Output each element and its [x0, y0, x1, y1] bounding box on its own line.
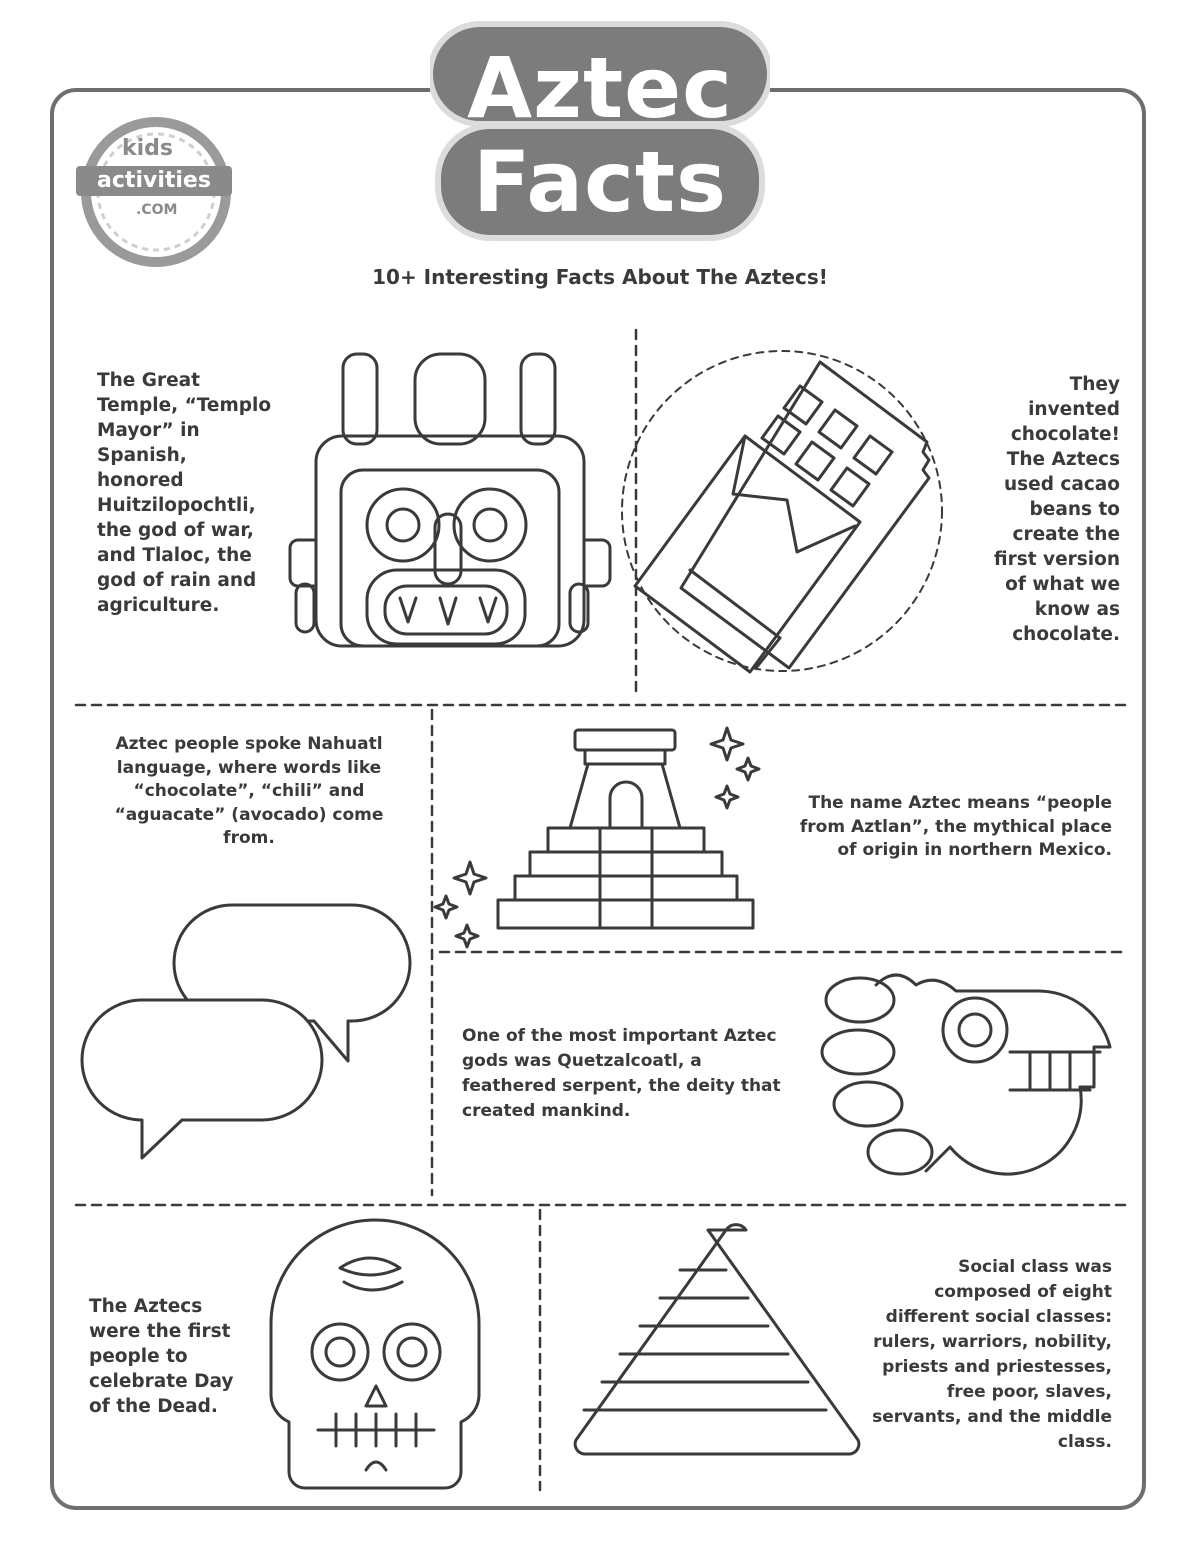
- fact-temple-text: The Great Temple, “Templo Mayor” in Spanish, honored Huitzilopochtli, the god of war, and Tlaloc, the god of rain and agriculture.: [97, 370, 272, 616]
- logo-com-text: .COM: [136, 202, 178, 218]
- fact-quetzalcoatl-text: One of the most important Aztec gods was Quetzalcoatl, a feathered serpent, the deity that created mankind.: [462, 1026, 781, 1121]
- logo-kids-text: kids: [122, 136, 174, 161]
- fact-chocolate-text: They invented chocolate! The Aztecs used cacao beans to create the first version of what we know as chocolate.: [993, 374, 1120, 645]
- feathered-serpent-icon: [822, 975, 1110, 1174]
- pyramid-temple-icon: [435, 728, 759, 947]
- fact-day-of-dead-text: The Aztecs were the first people to celebrate Day of the Dead.: [89, 1296, 234, 1417]
- title-line-2: Facts: [472, 133, 728, 231]
- class-pyramid-icon: [575, 1225, 859, 1454]
- logo-activities-text: activities: [76, 166, 232, 196]
- fact-language-text: Aztec people spoke Nahuatl language, where words like “chocolate”, “chili” and “aguacate” (avocado) come from.: [114, 734, 384, 848]
- page-subtitle: 10+ Interesting Facts About The Aztecs!: [372, 265, 828, 289]
- fact-social-class-text: Social class was composed of eight different social classes: rulers, warriors, nobility, priests and priestesses, free poor, slaves, servants, and the middle class.: [872, 1257, 1112, 1452]
- title-line-1: Aztec: [467, 39, 733, 137]
- fact-name-text: The name Aztec means “people from Aztlan”, the mythical place of origin in northern Mexico.: [799, 793, 1112, 860]
- chocolate-bar-icon: [622, 351, 942, 672]
- aztec-mask-icon: [290, 354, 610, 646]
- speech-bubbles-icon: [82, 905, 410, 1158]
- sugar-skull-icon: [271, 1220, 479, 1488]
